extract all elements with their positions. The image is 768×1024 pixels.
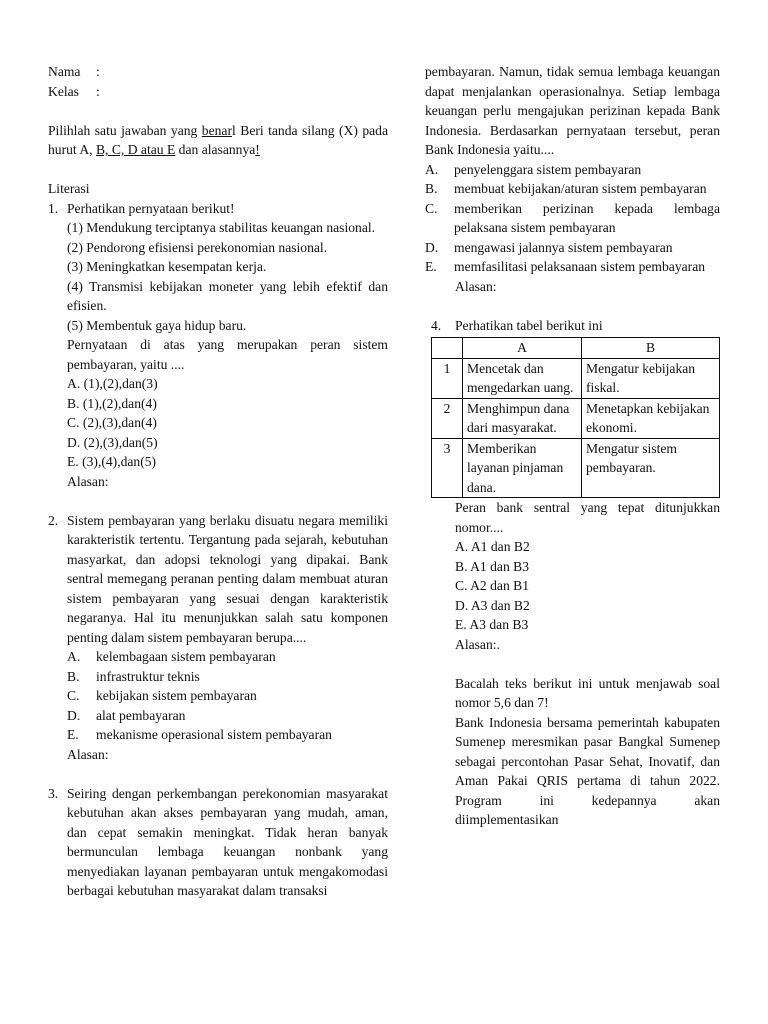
- table-row: [432, 398, 720, 438]
- question-number: 4.: [431, 317, 442, 333]
- question-2: [48, 511, 388, 765]
- question-prompt: Pernyataan di atas yang merupakan peran sistem pembayaran, yaitu ....: [67, 337, 388, 372]
- right-column: [425, 62, 720, 830]
- left-column: [48, 62, 388, 901]
- question-number: 3.: [48, 785, 59, 801]
- table-header: B: [582, 338, 720, 359]
- instructions: [48, 121, 388, 160]
- statement: (5) Membentuk gaya hidup baru.: [67, 317, 247, 333]
- question-1: [48, 199, 388, 492]
- option-a[interactable]: A. (1),(2),dan(3): [67, 376, 158, 391]
- table-cell: Mengatur sistem pembayaran.: [582, 438, 720, 498]
- section-title: Literasi: [48, 181, 90, 196]
- statement: (4) Transmisi kebijakan moneter yang lebih efektif dan efisien.: [67, 278, 388, 313]
- option-e[interactable]: E. A3 dan B3: [455, 617, 529, 632]
- table-cell: Menetapkan kebijakan ekonomi.: [582, 398, 720, 438]
- instr-part-1: Pilihlah satu jawaban yang: [48, 122, 202, 138]
- nama-label: Nama: [48, 64, 81, 79]
- reason-label: Alasan:: [67, 473, 109, 489]
- question-stem: Perhatikan tabel berikut ini: [455, 317, 603, 333]
- question-3: [48, 784, 388, 901]
- instr-part-3: dan alasannya: [175, 142, 256, 157]
- kelas-line: [48, 82, 388, 102]
- table-cell: Menghimpun dana dari masyarakat.: [463, 398, 582, 438]
- option-c[interactable]: C. (2),(3),dan(4): [67, 415, 157, 430]
- table-cell: 3: [432, 438, 463, 498]
- comparison-table: [431, 337, 720, 498]
- instr-letters: B, C, D atau E: [95, 142, 176, 157]
- instr-part-2: l Beri tanda silang (X) pada hurut A,: [48, 122, 388, 157]
- table-row: [432, 358, 720, 398]
- option-d[interactable]: D. A3 dan B2: [455, 597, 530, 613]
- option-e[interactable]: E. mekanisme operasional sistem pembayaran: [67, 727, 332, 742]
- table-header-row: [432, 338, 720, 359]
- option-c[interactable]: C. A2 dan B1: [455, 578, 530, 593]
- statement: (1) Mendukung terciptanya stabilitas keuangan nasional.: [67, 220, 376, 235]
- statement: (3) Meningkatkan kesempatan kerja.: [67, 259, 267, 274]
- question-stem-part-2: pembayaran. Namun, tidak semua lembaga keuangan dapat menjalankan operasionalnya. Setiap lembaga keuangan perlu mengajukan perizinan kepada Bank Indonesia. Berdasarkan pernyataan tersebut, peran Bank Indonesia yaitu....: [425, 64, 720, 157]
- option-b[interactable]: B. infrastruktur teknis: [67, 668, 200, 684]
- nama-line: [48, 62, 388, 82]
- kelas-label: Kelas: [48, 83, 79, 99]
- question-stem: Perhatikan pernyataan berikut!: [67, 200, 235, 216]
- question-prompt: Peran bank sentral yang tepat ditunjukkan nomor....: [455, 500, 720, 535]
- question-stem: Sistem pembayaran yang berlaku disuatu negara memiliki karakteristik tertentu. Tergantung pada sejarah, kebutuhan masyarkat, dan adopsi teknologi yang dipakai. Bank sentral memegang peranan penting dalam membuat aturan sistem pembayaran yang sesuai dengan karakteristik negaranya. Hal itu menunjukkan salah satu komponen penting dalam sistem pembayaran berupa....: [67, 512, 388, 645]
- nama-separator: :: [96, 64, 100, 79]
- reason-label: Alasan:: [67, 746, 109, 762]
- option-a[interactable]: A. A1 dan B2: [455, 539, 530, 554]
- instr-exclaim: !: [255, 142, 260, 157]
- table-row: [432, 438, 720, 498]
- question-4: [431, 316, 720, 336]
- table-header: [432, 338, 463, 359]
- option-c[interactable]: C. memberikan perizinan kepada lembaga pelaksana sistem pembayaran: [425, 200, 720, 235]
- table-cell: 1: [432, 358, 463, 398]
- reason-label: Alasan:.: [455, 636, 500, 652]
- option-d[interactable]: D. (2),(3),dan(5): [67, 434, 158, 450]
- option-d[interactable]: D. alat pembayaran: [67, 707, 186, 723]
- kelas-separator: :: [96, 83, 100, 99]
- reason-label: Alasan:: [455, 278, 497, 294]
- reading-text: Bank Indonesia bersama pemerintah kabupaten Sumenep meresmikan pasar Bangkal Sumenep sebagai percontohan Pasar Sehat, Inovatif, dan Aman Pakai QRIS pertama di tahun 2022. Program ini kedepannya akan diimplementasikan: [455, 714, 720, 827]
- question-stem-part-1: Seiring dengan perkembangan perekonomian masyarakat kebutuhan akan akses pembayaran yang mudah, aman, dan cepat semakin meningkat. Tidak heran banyak bermunculan lembaga keuangan nonbank yang menyediakan layanan pembayaran untuk mengakomodasi berbagai kebutuhan masyarakat dalam transaksi: [67, 785, 388, 898]
- table-header: A: [463, 338, 582, 359]
- option-a[interactable]: A. penyelenggara sistem pembayaran: [425, 161, 642, 177]
- option-d[interactable]: D. mengawasi jalannya sistem pembayaran: [425, 239, 673, 255]
- table-cell: Memberikan layanan pinjaman dana.: [463, 438, 582, 498]
- option-b[interactable]: B. (1),(2),dan(4): [67, 395, 157, 411]
- option-c[interactable]: C. kebijakan sistem pembayaran: [67, 688, 257, 703]
- option-b[interactable]: B. A1 dan B3: [455, 558, 530, 574]
- instr-benar: benar: [201, 122, 232, 138]
- question-number: 2.: [48, 512, 59, 528]
- table-cell: Mencetak dan mengedarkan uang.: [463, 358, 582, 398]
- statement: (2) Pendorong efisiensi perekonomian nasional.: [67, 239, 328, 255]
- table-cell: 2: [432, 398, 463, 438]
- reading-intro: Bacalah teks berikut ini untuk menjawab soal nomor 5,6 dan 7!: [455, 675, 720, 710]
- option-a[interactable]: A. kelembagaan sistem pembayaran: [67, 649, 276, 664]
- option-e[interactable]: E. memfasilitasi pelaksanaan sistem pembayaran: [425, 259, 706, 274]
- option-e[interactable]: E. (3),(4),dan(5): [67, 454, 157, 469]
- question-number: 1.: [48, 200, 59, 216]
- table-cell: Mengatur kebijakan fiskal.: [582, 358, 720, 398]
- option-b[interactable]: B. membuat kebijakan/aturan sistem pembayaran: [425, 181, 707, 196]
